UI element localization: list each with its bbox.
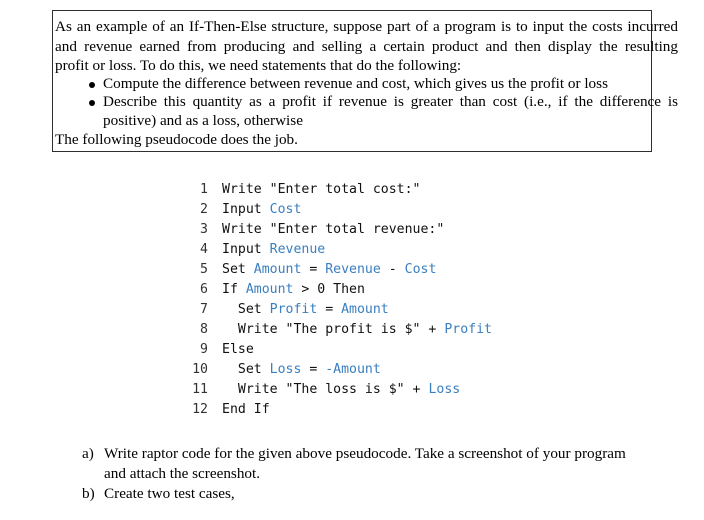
code-text — [222, 400, 270, 420]
bullet-icon — [89, 100, 95, 106]
code-line — [186, 220, 444, 240]
code-line — [186, 300, 389, 320]
keyword-token: = — [317, 302, 342, 317]
pseudocode-intro: The following pseudocode does the job. — [55, 131, 298, 148]
code-line — [186, 180, 421, 200]
code-line — [186, 240, 325, 260]
line-number: 1 — [200, 182, 208, 197]
keyword-token: Input — [222, 202, 270, 217]
code-line — [186, 340, 254, 360]
keyword-token: Write "Enter total cost:" — [222, 182, 421, 197]
variable-token: -Amount — [325, 362, 381, 377]
line-number: 10 — [192, 362, 208, 377]
variable-token: Profit — [269, 302, 318, 317]
code-line — [186, 360, 381, 380]
keyword-token: Set — [222, 362, 270, 377]
keyword-token: Write "Enter total revenue:" — [222, 222, 445, 237]
code-text — [222, 200, 301, 220]
variable-token: Profit — [444, 322, 492, 337]
line-number: 7 — [200, 302, 208, 317]
code-line — [186, 280, 365, 300]
keyword-token: = — [301, 262, 326, 277]
code-text — [222, 220, 444, 240]
variable-token: Revenue — [325, 262, 381, 277]
variable-token: Amount — [341, 302, 389, 317]
line-number: 6 — [200, 282, 208, 297]
line-number: 8 — [200, 322, 208, 337]
question-a-line-2: and attach the screenshot. — [104, 465, 261, 482]
code-text — [222, 360, 381, 380]
line-number: 5 — [200, 262, 208, 277]
code-line — [186, 400, 270, 420]
line-number: 9 — [200, 342, 208, 357]
variable-token: Loss — [269, 362, 302, 377]
variable-token: Amount — [245, 282, 294, 297]
keyword-token: Input — [222, 242, 270, 257]
variable-token: Revenue — [269, 242, 326, 257]
variable-token: Amount — [253, 262, 302, 277]
question-a-line-1: Write raptor code for the given above pseudocode. Take a screenshot of your program — [104, 445, 626, 462]
code-text — [222, 300, 389, 320]
bullet-2-line-2: positive) and as a loss, otherwise — [103, 112, 303, 129]
line-number: 2 — [200, 202, 208, 217]
line-number: 11 — [192, 382, 208, 397]
keyword-token: Write "The loss is $" + — [222, 382, 429, 397]
code-text — [222, 180, 421, 200]
line-number: 4 — [200, 242, 208, 257]
keyword-token: Else — [222, 342, 254, 357]
code-line — [186, 200, 301, 220]
code-text — [222, 280, 365, 300]
code-text — [222, 380, 460, 400]
line-number: 12 — [192, 402, 208, 417]
code-text — [222, 240, 325, 260]
keyword-token: - — [380, 262, 405, 277]
variable-token: Loss — [428, 382, 461, 397]
paragraph-line-3: profit or loss. To do this, we need statements that do the following: — [55, 57, 462, 74]
code-text — [222, 320, 492, 340]
bullet-2-line-1: Describe this quantity as a profit if revenue is greater than cost (i.e., if the difference is — [103, 93, 678, 110]
code-text — [222, 340, 254, 360]
paragraph-line-2: and revenue earned from producing and selling a certain product and then display the resulting — [55, 38, 678, 55]
code-text — [222, 260, 436, 280]
code-line — [186, 320, 492, 340]
bullet-icon — [89, 82, 95, 88]
keyword-token: If — [222, 282, 246, 297]
question-b-line-1: Create two test cases, — [104, 485, 235, 502]
keyword-token: Set — [222, 262, 254, 277]
question-a-label: a) — [82, 445, 94, 462]
paragraph-line-1: As an example of an If-Then-Else structure, suppose part of a program is to input the costs incurred — [55, 18, 678, 35]
question-b-label: b) — [82, 485, 95, 502]
variable-token: Cost — [404, 262, 437, 277]
keyword-token: Write "The profit is $" + — [222, 322, 445, 337]
variable-token: Cost — [269, 202, 302, 217]
bullet-1-text: Compute the difference between revenue and cost, which gives us the profit or loss — [103, 75, 608, 92]
keyword-token: = — [301, 362, 326, 377]
keyword-token: > 0 Then — [293, 282, 365, 297]
keyword-token: Set — [222, 302, 270, 317]
line-number: 3 — [200, 222, 208, 237]
code-line — [186, 380, 460, 400]
keyword-token: End If — [222, 402, 270, 417]
code-line — [186, 260, 436, 280]
